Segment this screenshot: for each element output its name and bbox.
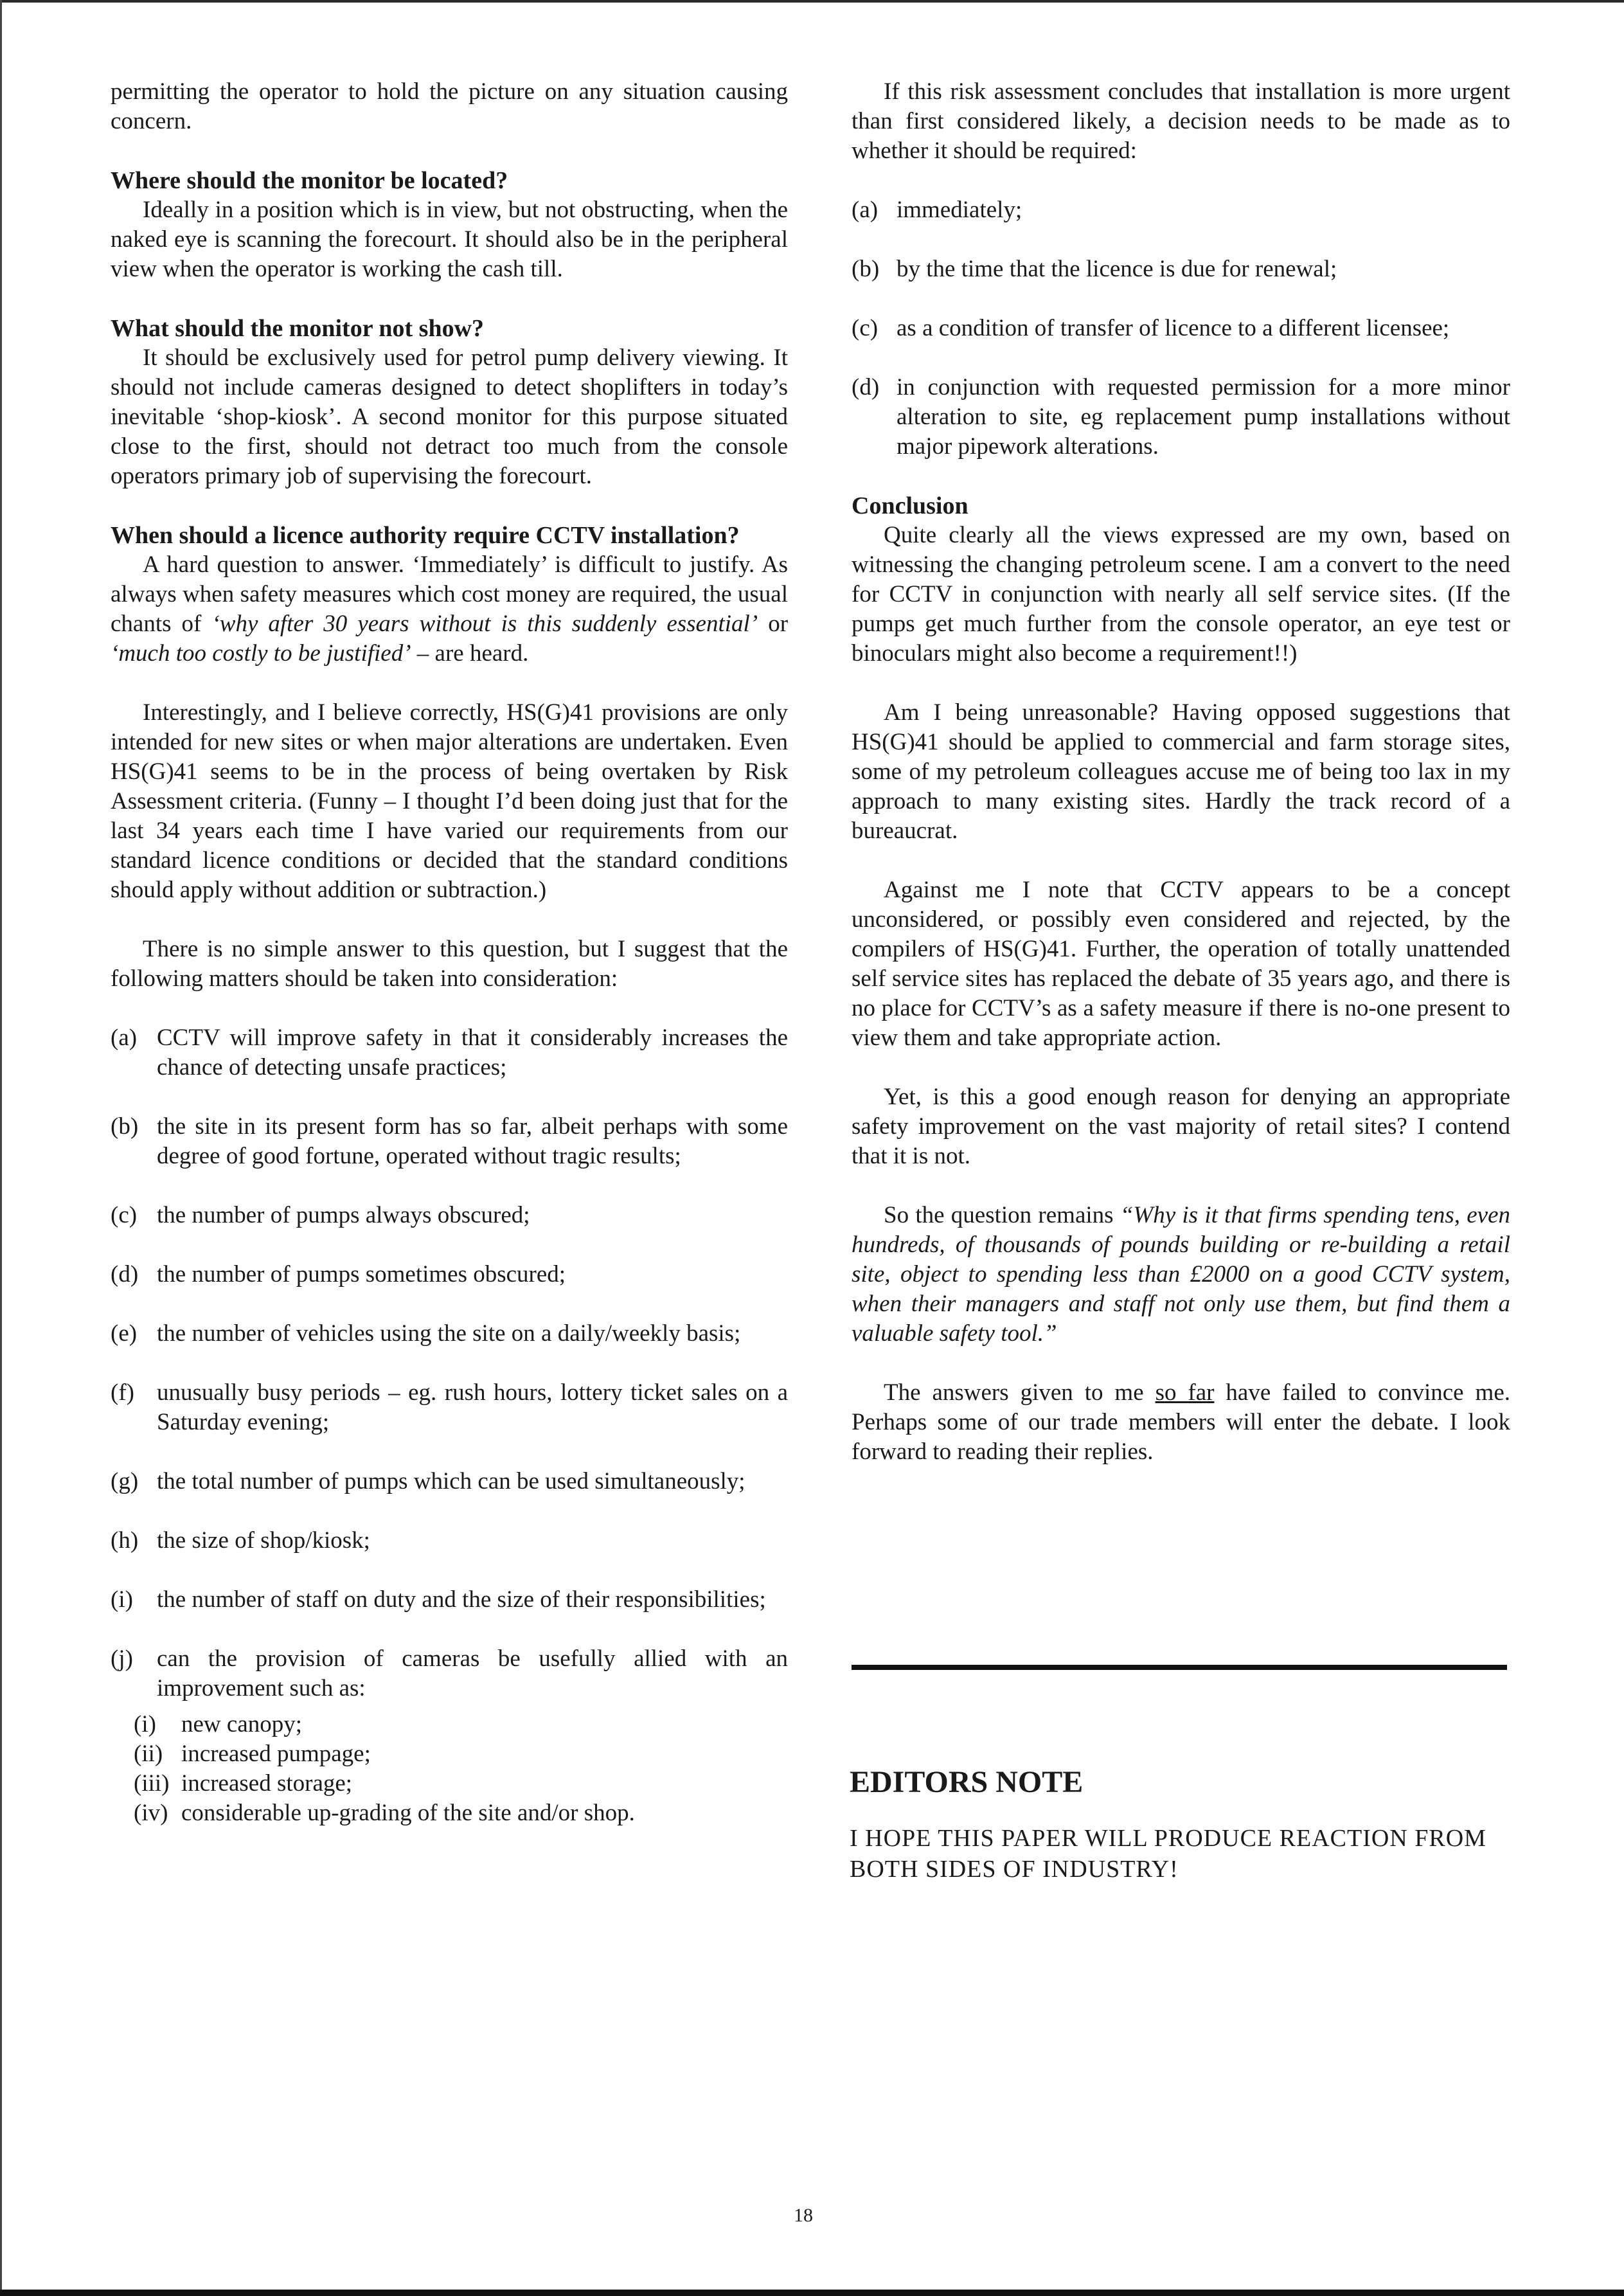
paragraph-yet: Yet, is this a good enough reason for denying an appropriate safety improvement on the vast majority of retail sites? I contend that it is not. — [852, 1084, 1510, 1169]
paragraph-conclusion: Quite clearly all the views expressed are my own, based on witnessing the changing petroleum scene. I am a convert to the need for CCTV in conjunction with nearly all self service sites. (If the pumps get much further from the console operator, an eye test or binoculars might also become a requirement!!) — [852, 522, 1510, 667]
sub-list-item-text: increased pumpage; — [181, 1741, 371, 1767]
list-item — [852, 373, 1510, 462]
list-item — [852, 255, 1510, 284]
list-item-text: immediately; — [897, 197, 1022, 223]
sub-list-item — [111, 1769, 788, 1798]
right-column — [852, 77, 1510, 1496]
paragraph-licence — [111, 550, 788, 668]
question-lead: So the question remains — [884, 1202, 1114, 1228]
list-item — [111, 1319, 788, 1349]
list-item-label: (a) — [852, 197, 879, 223]
list-item — [111, 1201, 788, 1230]
list-item-label: (i) — [111, 1586, 133, 1613]
sub-list-item — [111, 1739, 788, 1769]
list-item — [111, 1644, 788, 1703]
editors-note — [850, 1764, 1512, 1885]
list-item-label: (d) — [111, 1261, 139, 1287]
answers-underlined: so far — [1155, 1379, 1215, 1406]
sub-list-item-label: (i) — [134, 1711, 156, 1737]
list-item-text: as a condition of transfer of licence to a different licensee; — [897, 315, 1450, 341]
list-item — [852, 195, 1510, 225]
paragraph-interestingly: Interestingly, and I believe correctly, HS(G)41 provisions are only intended for new sites or when major alterations are undertaken. Even HS(G)41 seems to be in the process of being overtaken by Risk Assessment criteria. (Funny – I thought I’d been doing just that for the last 34 years each time I have varied our requirements from our standard licence conditions or decided that the standard conditions should apply without addition or subtraction.) — [111, 699, 788, 903]
paragraph-question — [852, 1201, 1510, 1349]
list-item-label: (e) — [111, 1320, 138, 1347]
list-item — [111, 1112, 788, 1171]
paragraph-no-simple-answer: There is no simple answer to this question, but I suggest that the following matters should be taken into consideration: — [111, 936, 788, 992]
list-item-text: the number of pumps always obscured; — [157, 1202, 530, 1228]
sub-list-item-text: increased storage; — [181, 1770, 353, 1797]
answers-rest: have failed to convince me. Perhaps some of our trade members will enter the debate. I look forward to reading their replies. — [852, 1379, 1510, 1465]
list-item-text: can the provision of cameras be usefully allied with an improvement such as: — [157, 1646, 788, 1701]
licence-quote-1: ‘why after 30 years without is this suddenly essential’ — [211, 611, 758, 637]
list-item-label: (j) — [111, 1646, 133, 1672]
sub-list-item-text: new canopy; — [181, 1711, 303, 1737]
list-item-text: the number of vehicles using the site on a daily/weekly basis; — [157, 1320, 741, 1347]
paragraph-answers — [852, 1378, 1510, 1467]
list-item-text: the number of staff on duty and the size of their responsibilities; — [157, 1586, 766, 1613]
editors-note-title: EDITORS NOTE — [850, 1765, 1084, 1799]
scan-edge-left — [0, 0, 2, 2296]
list-item — [111, 1467, 788, 1496]
sub-list-item — [111, 1798, 788, 1828]
list-item-text: the total number of pumps which can be used simultaneously; — [157, 1468, 745, 1494]
list-item-text: in conjunction with requested permission for a more minor alteration to site, eg replacement pump installations without major pipework alterations. — [897, 374, 1510, 460]
list-item-text: the size of shop/kiosk; — [157, 1527, 370, 1554]
list-item — [852, 314, 1510, 343]
paragraph-against: Against me I note that CCTV appears to be a concept unconsidered, or possibly even considered and rejected, by the compilers of HS(G)41. Further, the operation of totally unattended self service sites has replaced the debate of 35 years ago, and there is no place for CCTV’s as a safety measure if there is no-one present to view them and take appropriate action. — [852, 877, 1510, 1051]
sub-list-item-label: (iii) — [134, 1770, 170, 1797]
sub-list-item-label: (iv) — [134, 1800, 168, 1826]
list-item-label: (h) — [111, 1527, 139, 1554]
list-item-text: the site in its present form has so far, albeit perhaps with some degree of good fortune, operated without tragic results; — [157, 1113, 788, 1169]
licence-quote-2: ‘much too costly to be justified’ — [111, 640, 411, 667]
sub-list-item-text: considerable up-grading of the site and/or shop. — [181, 1800, 635, 1826]
page-number: 18 — [794, 2205, 813, 2226]
paragraph-monitor-not-show: It should be exclusively used for petrol pump delivery viewing. It should not include cameras designed to detect shoplifters in today’s inevitable ‘shop-kiosk’. A second monitor for this purpose situated close to the first, should not detract too much from the console operators primary job of supervising the forecourt. — [111, 345, 788, 489]
list-item-label: (a) — [111, 1025, 138, 1051]
list-item-label: (b) — [111, 1113, 139, 1140]
question-quote: “Why is it that firms spending tens, even hundreds, of thousands of pounds building or re-building a retail site, object to spending less than £2000 on a good CCTV system, when their managers and staff not only use them, but find them a valuable safety tool.” — [852, 1202, 1510, 1347]
answers-lead: The answers given to me — [884, 1379, 1144, 1406]
scan-edge-top — [0, 0, 1624, 3]
licence-or: or — [768, 611, 789, 637]
list-item-text: by the time that the licence is due for renewal; — [897, 256, 1337, 282]
heading-conclusion: Conclusion — [852, 492, 968, 519]
list-item-text: CCTV will improve safety in that it considerably increases the chance of detecting unsafe practices; — [157, 1025, 788, 1081]
list-item — [111, 1260, 788, 1289]
heading-licence: When should a licence authority require CCTV installation? — [111, 522, 740, 549]
paragraph-unreasonable: Am I being unreasonable? Having opposed suggestions that HS(G)41 should be applied to commercial and farm storage sites, some of my petroleum colleagues accuse me of being too lax in my approach to many existing sites. Hardly the track record of a bureaucrat. — [852, 699, 1510, 844]
left-column — [111, 77, 788, 1828]
list-item — [111, 1023, 788, 1082]
licence-end: – are heard. — [416, 640, 529, 667]
list-item — [111, 1585, 788, 1615]
sub-list-item-label: (ii) — [134, 1741, 163, 1767]
paragraph-monitor-location: Ideally in a position which is in view, but not obstructing, when the naked eye is scanning the forecourt. It should also be in the peripheral view when the operator is working the cash till. — [111, 197, 788, 282]
sub-list-item — [111, 1710, 788, 1739]
list-item-label: (f) — [111, 1379, 134, 1406]
list-item-label: (c) — [852, 315, 879, 341]
editors-note-text: I HOPE THIS PAPER WILL PRODUCE REACTION FROM BOTH SIDES OF INDUSTRY! — [850, 1825, 1486, 1883]
paragraph-intro: permitting the operator to hold the picture on any situation causing concern. — [111, 78, 788, 134]
list-item — [111, 1526, 788, 1556]
list-item-label: (d) — [852, 374, 880, 400]
list-item — [111, 1378, 788, 1437]
list-item-text: the number of pumps sometimes obscured; — [157, 1261, 566, 1287]
paragraph-risk-assessment: If this risk assessment concludes that installation is more urgent than first considered likely, a decision needs to be made as to whether it should be required: — [852, 78, 1510, 164]
list-item-label: (g) — [111, 1468, 139, 1494]
list-item-label: (b) — [852, 256, 880, 282]
scan-edge-bottom — [0, 2290, 1624, 2296]
heading-monitor-not-show: What should the monitor not show? — [111, 315, 485, 342]
list-item-label: (c) — [111, 1202, 138, 1228]
list-item-text: unusually busy periods – eg. rush hours, lottery ticket sales on a Saturday evening; — [157, 1379, 788, 1435]
licence-text: A hard question to answer. ‘Immediately’ is difficult to justify. As always when safety measures which cost money are required, the usual chants of — [111, 552, 788, 637]
heading-monitor-location: Where should the monitor be located? — [111, 167, 508, 194]
section-divider — [852, 1665, 1507, 1670]
